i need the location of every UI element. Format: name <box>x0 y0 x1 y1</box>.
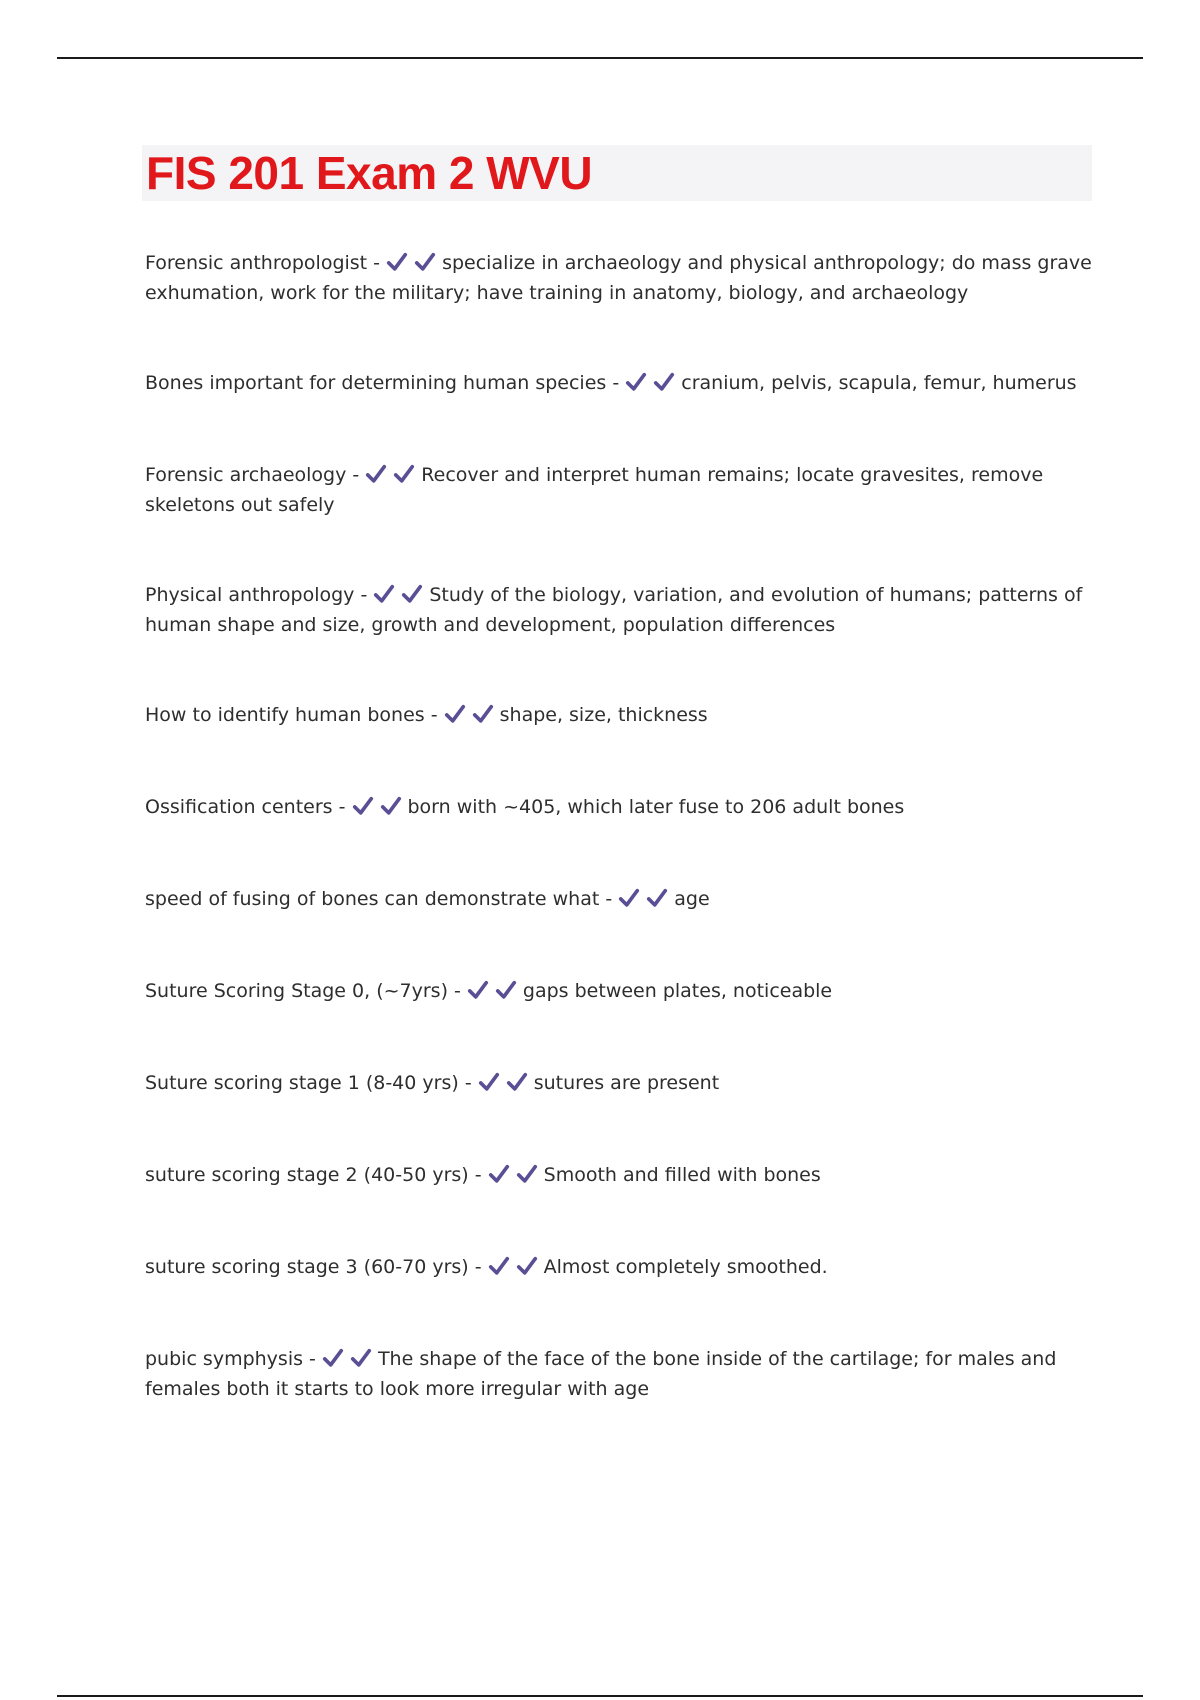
list-item <box>145 976 1095 1006</box>
entry-separator: - <box>332 796 352 818</box>
entry-term: Suture Scoring Stage 0, (~7yrs) <box>145 980 448 1002</box>
check-icon <box>516 1163 538 1185</box>
check-icon <box>393 463 415 485</box>
list-item <box>145 368 1095 398</box>
entry-term: Bones important for determining human species <box>145 372 607 394</box>
check-icon <box>516 1255 538 1277</box>
entry-separator: - <box>424 704 444 726</box>
entry-separator: - <box>303 1348 322 1370</box>
check-icon <box>322 1347 344 1369</box>
entry-definition: Almost completely smoothed. <box>543 1256 828 1278</box>
list-item <box>145 460 1095 520</box>
bottom-rule <box>57 1695 1143 1697</box>
top-rule <box>57 57 1143 59</box>
entry-definition: cranium, pelvis, scapula, femur, humerus <box>681 372 1077 394</box>
entry-term: suture scoring stage 2 (40-50 yrs) <box>145 1164 469 1186</box>
entry-term: Suture scoring stage 1 (8-40 yrs) <box>145 1072 459 1094</box>
check-icon <box>365 463 387 485</box>
check-icon <box>488 1255 510 1277</box>
entry-term: Ossification centers <box>145 796 333 818</box>
entry-definition: Recover and interpret human remains; locate gravesites, remove skeletons out safely <box>145 464 1044 516</box>
check-icon <box>350 1347 372 1369</box>
document-title: FIS 201 Exam 2 WVU <box>146 147 593 199</box>
entry-definition: specialize in archaeology and physical anthropology; do mass grave exhumation, work for the military; have training in anatomy, biology, and archaeology <box>145 252 1092 304</box>
check-icon <box>488 1163 510 1185</box>
check-icon <box>380 795 402 817</box>
check-icon <box>625 371 647 393</box>
check-icon <box>373 583 395 605</box>
entry-definition: gaps between plates, noticeable <box>522 980 833 1002</box>
entry-term: Forensic archaeology <box>145 464 347 486</box>
list-item <box>145 1252 1095 1282</box>
check-icon <box>646 887 668 909</box>
entry-definition: shape, size, thickness <box>499 704 708 726</box>
entry-separator: - <box>606 372 626 394</box>
list-item <box>145 700 1095 730</box>
check-icon <box>401 583 423 605</box>
entry-term: Physical anthropology <box>145 584 355 606</box>
entry-term: pubic symphysis <box>145 1348 304 1370</box>
list-item <box>145 580 1095 640</box>
entry-definition: sutures are present <box>533 1072 720 1094</box>
list-item <box>145 792 1095 822</box>
entry-separator: - <box>468 1164 488 1186</box>
check-icon <box>478 1071 500 1093</box>
list-item <box>145 1068 1095 1098</box>
entry-separator: - <box>346 464 366 486</box>
entry-separator: - <box>367 252 387 274</box>
check-icon <box>472 703 494 725</box>
entry-term: How to identify human bones <box>145 704 425 726</box>
check-icon <box>653 371 675 393</box>
check-icon <box>414 251 436 273</box>
list-item <box>145 1160 1095 1190</box>
check-icon <box>618 887 640 909</box>
check-icon <box>495 979 517 1001</box>
entry-definition: born with ~405, which later fuse to 206 adult bones <box>407 796 905 818</box>
entry-definition: Smooth and filled with bones <box>543 1164 821 1186</box>
list-item <box>145 1344 1095 1404</box>
entry-separator: - <box>354 584 374 606</box>
list-item <box>145 884 1095 914</box>
entry-term: suture scoring stage 3 (60-70 yrs) <box>145 1256 469 1278</box>
entry-separator: - <box>447 980 467 1002</box>
check-icon <box>467 979 489 1001</box>
flashcard-list <box>145 248 1095 1464</box>
check-icon <box>386 251 408 273</box>
entry-separator: - <box>458 1072 478 1094</box>
entry-term: Forensic anthropologist <box>145 252 368 274</box>
entry-separator: - <box>599 888 619 910</box>
check-icon <box>506 1071 528 1093</box>
entry-definition: The shape of the face of the bone inside of the cartilage; for males and females both it starts to look more irregular with age <box>145 1348 1057 1400</box>
entry-definition: age <box>674 888 710 910</box>
entry-separator: - <box>468 1256 488 1278</box>
check-icon <box>444 703 466 725</box>
list-item <box>145 248 1095 308</box>
entry-definition: Study of the biology, variation, and evolution of humans; patterns of human shape and size, growth and development, population differences <box>145 584 1083 636</box>
check-icon <box>352 795 374 817</box>
entry-term: speed of fusing of bones can demonstrate what <box>145 888 600 910</box>
